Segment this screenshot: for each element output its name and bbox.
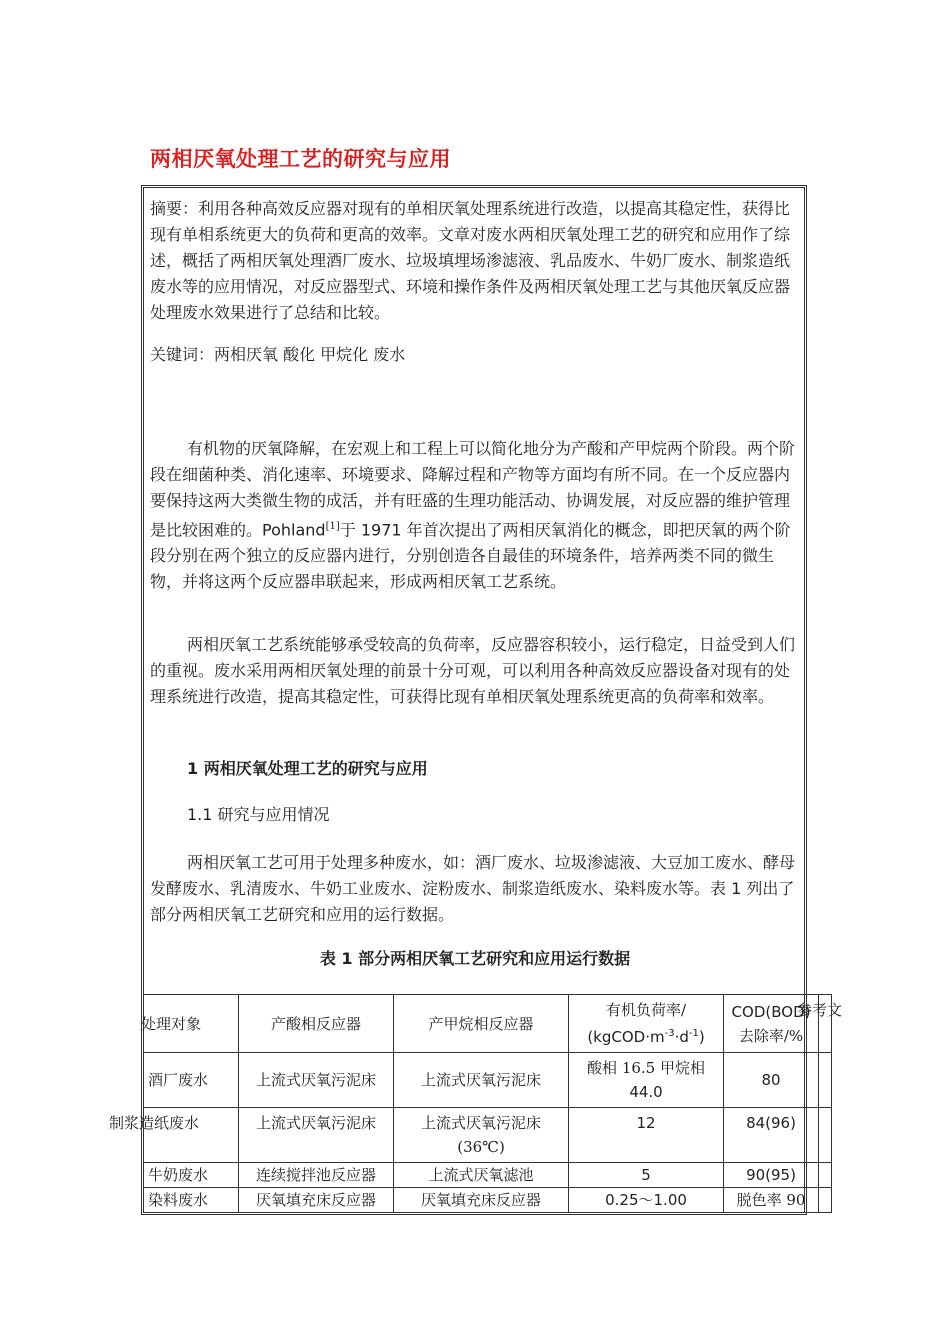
data-table bbox=[109, 994, 832, 1213]
cell-methane-line1: 上流式厌氧污泥床 bbox=[421, 1114, 542, 1132]
cell-methane: 上流式厌氧污泥床 bbox=[394, 1053, 569, 1108]
header-acid: 产酸相反应器 bbox=[239, 995, 394, 1053]
citation-ref: [1] bbox=[325, 521, 340, 532]
abstract-text: 摘要：利用各种高效反应器对现有的单相厌氧处理系统进行改造，以提高其稳定性，获得比现有单相系统更大的负荷和更高的效率。文章对废水两相厌氧处理工艺的研究和应用作了综述，概括了两相厌氧处理酒厂废水、垃圾填埋场渗滤液、乳品废水、牛奶厂废水、制浆造纸废水等的应用情况，对反应器型式、环境和操作条件及两相厌氧处理工艺与其他厌氧反应器处理废水效果进行了总结和比较。 bbox=[150, 199, 791, 322]
header-cod-line2: 去除率/% bbox=[738, 1026, 804, 1045]
header-object bbox=[141, 995, 239, 1053]
para1-text-c: 年首次提出了两相厌氧消化的概念，即把厌氧的两个阶段分别在两个独立的反应器内进行，分别创造各自最佳的环境条件，培养两类不同的微生物，并将这两个反应器串联起来，形成两相厌氧工艺系统。 bbox=[150, 520, 791, 592]
cell-object-text: 制浆造纸废水 bbox=[109, 1114, 200, 1132]
table-row bbox=[144, 1108, 832, 1163]
cell-methane bbox=[394, 1108, 569, 1163]
para3-text-b: 列出了部分两相厌氧工艺研究和应用的运行数据。 bbox=[150, 879, 795, 924]
cell-ref bbox=[819, 1053, 832, 1108]
author-name: Pohland bbox=[262, 520, 326, 540]
header-load-unit-a: (kgCOD·m bbox=[587, 1028, 665, 1046]
cell-load: 5 bbox=[569, 1163, 724, 1188]
cell-cod: 90(95) bbox=[724, 1163, 819, 1188]
header-load-unit-b: ·d bbox=[674, 1028, 689, 1046]
cell-cod: 84(96) bbox=[724, 1108, 819, 1163]
cell-ref bbox=[819, 1108, 832, 1163]
para1-text-b: 于 bbox=[339, 520, 356, 540]
cell-cod: 脱色率 90 bbox=[724, 1188, 819, 1213]
header-load-sup2: -1 bbox=[688, 1028, 699, 1039]
header-load-line2 bbox=[571, 1022, 721, 1049]
header-load-sup1: -3 bbox=[664, 1028, 675, 1039]
cell-object bbox=[144, 1053, 239, 1108]
intro-paragraph-2: 两相厌氧工艺系统能够承受较高的负荷率，反应器容积较小，运行稳定，日益受到人们的重视。废水采用两相厌氧处理的前景十分可观，可以利用各种高效反应器设备对现有的处理系统进行改造，提高其稳定性，可获得比现有单相厌氧处理系统更高的负荷率和效率。 bbox=[150, 635, 796, 706]
cell-load: 0.25～1.00 bbox=[569, 1188, 724, 1213]
cell-object-text: 牛奶废水 bbox=[148, 1166, 209, 1184]
header-methane: 产甲烷相反应器 bbox=[394, 995, 569, 1053]
subsection-heading: 1.1 研究与应用情况 bbox=[187, 805, 330, 824]
table-header-row bbox=[144, 995, 832, 1053]
table-row bbox=[144, 1188, 832, 1213]
cell-methane: 厌氧填充床反应器 bbox=[394, 1188, 569, 1213]
table-row bbox=[144, 1163, 832, 1188]
cell-load bbox=[569, 1053, 724, 1108]
header-ref-label: 参考文 bbox=[797, 1001, 843, 1019]
header-object-label: 处理对象 bbox=[141, 1014, 202, 1033]
cell-ref bbox=[819, 1188, 832, 1213]
cell-object-text: 染料废水 bbox=[148, 1191, 209, 1209]
para1-text-a: 有机物的厌氧降解，在宏观上和工程上可以简化地分为产酸和产甲烷两个阶段。两个阶段在细菌种类、消化速率、环境要求、降解过程和产物等方面均有所不同。在一个反应器内要保持这两大类微生物的成活，并有旺盛的生理功能活动、协调发展，对反应器的维护管理是比较困难的。 bbox=[150, 439, 796, 540]
header-load-line1: 有机负荷率/ bbox=[605, 1001, 687, 1019]
header-load-unit-c: ) bbox=[698, 1028, 705, 1046]
cell-methane: 上流式厌氧滤池 bbox=[394, 1163, 569, 1188]
cell-acid: 上流式厌氧污泥床 bbox=[239, 1053, 394, 1108]
table-caption: 表 1 部分两相厌氧工艺研究和应用运行数据 bbox=[319, 949, 631, 968]
cell-cod: 80 bbox=[724, 1053, 819, 1108]
cell-ref bbox=[819, 1163, 832, 1188]
table-number: 1 bbox=[731, 879, 742, 898]
cell-object bbox=[109, 1108, 239, 1163]
cell-load-line1: 酸相 16.5 甲烷相 bbox=[587, 1059, 705, 1077]
cell-load: 12 bbox=[569, 1108, 724, 1163]
section-paragraph bbox=[150, 850, 795, 928]
cell-object-text: 酒厂废水 bbox=[148, 1071, 209, 1089]
year-value: 1971 bbox=[360, 520, 402, 540]
cell-methane-line2: (36℃) bbox=[457, 1138, 505, 1156]
cell-acid: 厌氧填充床反应器 bbox=[239, 1188, 394, 1213]
keywords-text: 关键词：两相厌氧 酸化 甲烷化 废水 bbox=[150, 345, 406, 364]
section-heading: 1 两相厌氧处理工艺的研究与应用 bbox=[187, 759, 428, 778]
intro-paragraph-1 bbox=[150, 436, 795, 595]
header-load bbox=[569, 995, 724, 1053]
cell-acid: 连续搅拌池反应器 bbox=[239, 1163, 394, 1188]
cell-object bbox=[144, 1163, 239, 1188]
cell-acid: 上流式厌氧污泥床 bbox=[239, 1108, 394, 1163]
cell-object bbox=[144, 1188, 239, 1213]
para3-text-a: 两相厌氧工艺可用于处理多种废水，如：酒厂废水、垃圾渗滤液、大豆加工废水、酵母发酵废水、乳清废水、牛奶工业废水、淀粉废水、制浆造纸废水、染料废水等。表 bbox=[150, 853, 796, 898]
document-title: 两相厌氧处理工艺的研究与应用 bbox=[150, 147, 451, 171]
table-row bbox=[144, 1053, 832, 1108]
header-cod-line1: COD(BOD) bbox=[731, 1002, 811, 1021]
cell-load-line2: 44.0 bbox=[629, 1083, 663, 1101]
